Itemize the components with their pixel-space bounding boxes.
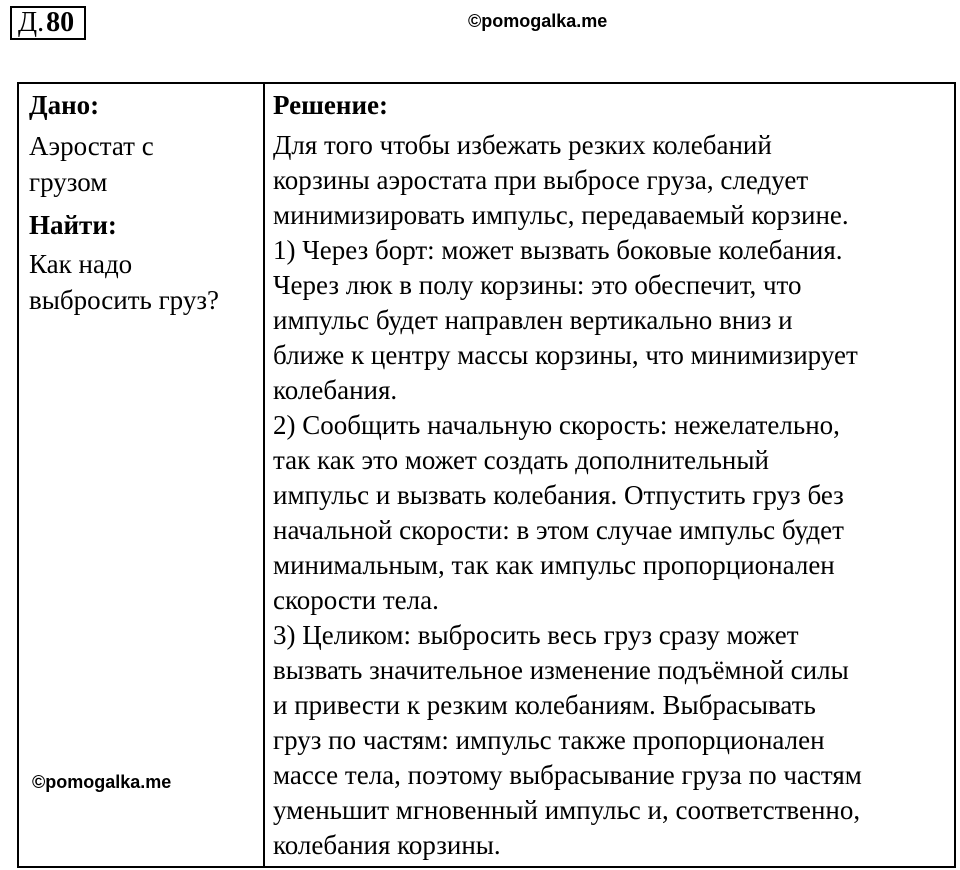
column-divider	[263, 84, 265, 866]
solution-line: колебания корзины.	[273, 830, 501, 860]
given-heading: Дано:	[29, 90, 100, 120]
task-prefix: Д.	[18, 7, 45, 38]
solution-line: так как это может создать дополнительный	[273, 445, 769, 475]
solution-line: ближе к центру массы корзины, что минимизирует	[273, 340, 858, 370]
solution-line: минимальным, так как импульс пропорционален	[273, 550, 835, 580]
solution-heading: Решение:	[273, 90, 388, 120]
solution-line: и привести к резким колебаниям. Выбрасывать	[273, 690, 816, 720]
solution-column	[273, 84, 953, 863]
solution-line: Через люк в полу корзины: это обеспечит, что	[273, 270, 802, 300]
solution-line: Для того чтобы избежать резких колебаний	[273, 130, 772, 160]
find-line: выбросить груз?	[29, 285, 219, 315]
solution-line: скорости тела.	[273, 585, 439, 615]
given-line: грузом	[29, 167, 108, 197]
solution-line: минимизировать импульс, передаваемый корзине.	[273, 200, 849, 230]
solution-text	[273, 128, 953, 863]
solution-line: 1) Через борт: может вызвать боковые колебания.	[273, 235, 843, 265]
solution-line: массе тела, поэтому выбрасывание груза по частям	[273, 760, 862, 790]
solution-line: вызвать значительное изменение подъёмной силы	[273, 655, 849, 685]
given-column	[29, 84, 259, 318]
solution-line: 3) Целиком: выбросить весь груз сразу может	[273, 620, 799, 650]
solution-line: импульс и вызвать колебания. Отпустить груз без	[273, 480, 844, 510]
task-number-label	[10, 6, 86, 40]
find-line: Как надо	[29, 249, 133, 279]
solution-line: 2) Сообщить начальную скорость: нежелательно,	[273, 410, 840, 440]
solution-line: корзины аэростата при выбросе груза, следует	[273, 165, 809, 195]
find-heading: Найти:	[29, 210, 117, 240]
given-text	[29, 128, 259, 200]
solution-line: колебания.	[273, 375, 398, 405]
task-number: 80	[46, 7, 75, 38]
solution-line: импульс будет направлен вертикально вниз и	[273, 305, 793, 335]
solution-line: груз по частям: импульс также пропорционален	[273, 725, 825, 755]
find-text	[29, 246, 259, 318]
watermark-bottom-left: ©pomogalka.me	[32, 772, 172, 792]
watermark-top: ©pomogalka.me	[468, 11, 608, 31]
given-line: Аэростат с	[29, 131, 154, 161]
solution-line: уменьшит мгновенный импульс и, соответственно,	[273, 795, 861, 825]
solution-line: начальной скорости: в этом случае импульс будет	[273, 515, 844, 545]
problem-table	[17, 82, 956, 868]
